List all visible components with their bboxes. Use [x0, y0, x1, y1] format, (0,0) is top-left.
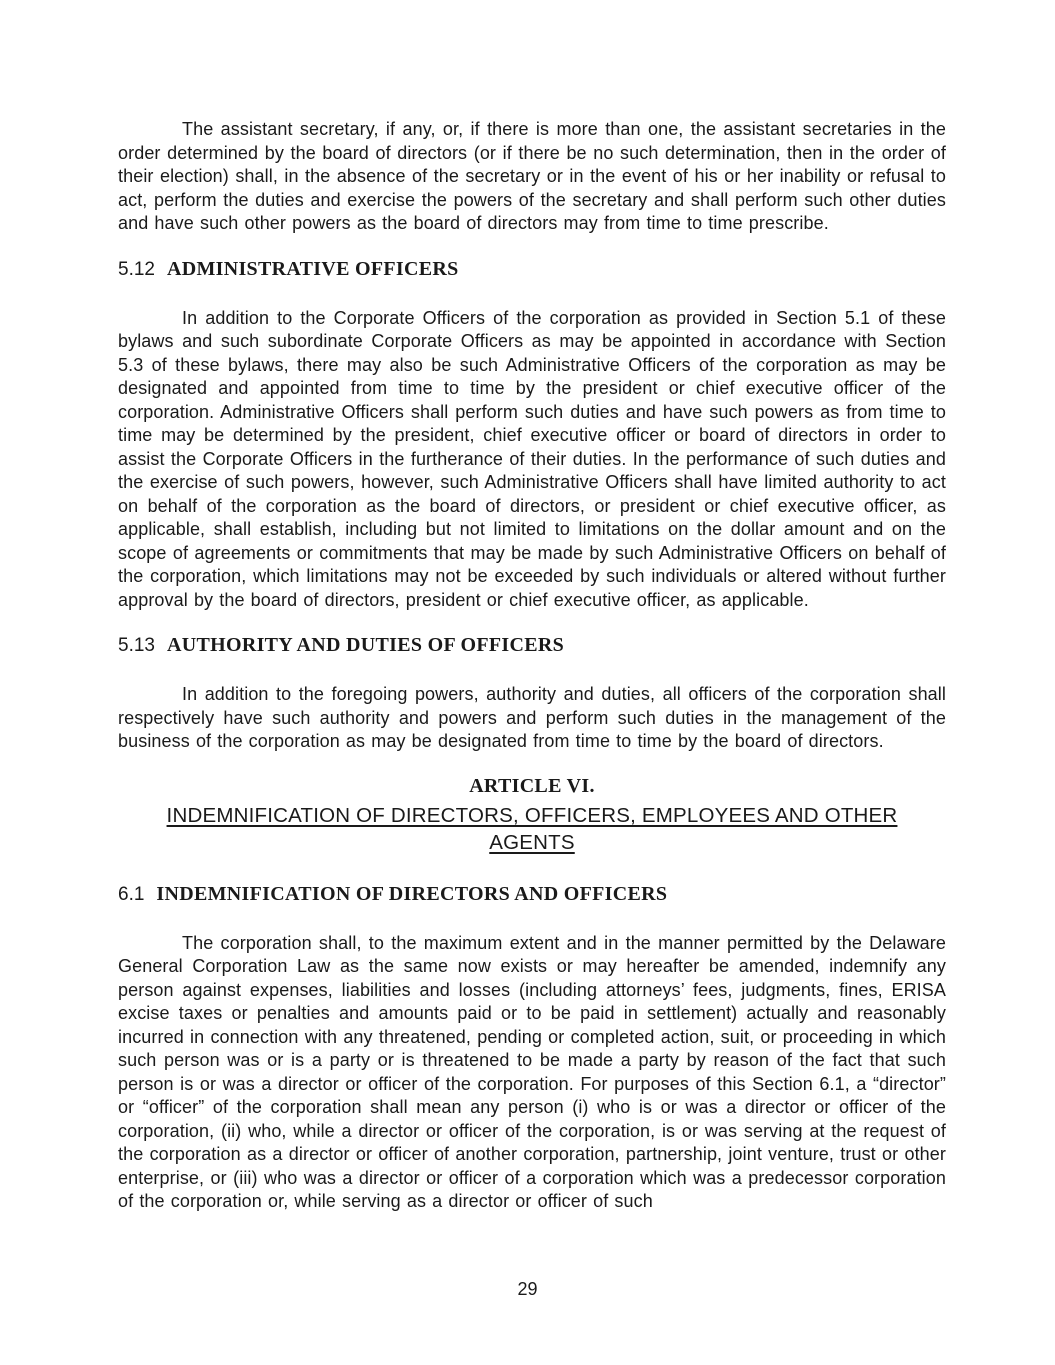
section-number-6-1: 6.1	[118, 883, 145, 905]
article-vi-subtitle: INDEMNIFICATION OF DIRECTORS, OFFICERS, EMPLOYEES AND OTHER AGENTS	[166, 803, 898, 854]
section-title-authority-duties: AUTHORITY AND DUTIES OF OFFICERS	[166, 634, 565, 656]
section-heading-5-12	[118, 257, 946, 282]
paragraph-assistant-secretary: The assistant secretary, if any, or, if there is more than one, the assistant secretaries in the order determined by the board of directors (or if there be no such determination, then in the order of their election) shall, in the absence of the secretary or in the event of his or her inability or refusal to act, perform the duties and exercise the powers of the secretary and shall perform such other duties and have such other powers as the board of directors may from time to time prescribe.	[118, 119, 946, 233]
article-vi-heading-block	[118, 774, 946, 856]
section-number-5-13: 5.13	[118, 635, 155, 656]
paragraph-authority-duties: In addition to the foregoing powers, authority and duties, all officers of the corporation shall respectively have such authority and powers and perform such duties in the management of the business of the corporation as may be designated from time to time by the board of directors.	[118, 684, 946, 751]
section-heading-6-1	[118, 882, 946, 907]
section-title-indemnification: INDEMNIFICATION OF DIRECTORS AND OFFICERS	[156, 882, 668, 905]
article-vi-title: ARTICLE VI.	[469, 774, 595, 797]
section-heading-5-13	[118, 633, 946, 658]
section-number-5-12: 5.12	[118, 258, 155, 280]
page-number: 29	[517, 1279, 538, 1299]
paragraph-administrative-officers: In addition to the Corporate Officers of the corporation as provided in Section 5.1 of these bylaws and such subordinate Corporate Officers as may be appointed in accordance with Section 5.3 of these bylaws, there may also be such Administrative Officers of the corporation as may be designated and appointed from time to time by the president or chief executive officer of the corporation. Administrative Officers shall perform such duties and have such powers as from time to time may be determined by the president, chief executive officer or board of directors in order to assist the Corporate Officers in the furtherance of their duties. In the performance of such duties and the exercise of such powers, however, such Administrative Officers shall have limited authority to act on behalf of the corporation as the board of directors, or president or chief executive officer, as applicable, shall establish, including but not limited to limitations on the dollar amount and on the scope of agreements or commitments that may be made by such Administrative Officers on behalf of the corporation, which limitations may not be exceeded by such individuals or altered without further approval by the board of directors, president or chief executive officer, as applicable.	[118, 307, 946, 610]
section-title-administrative-officers: ADMINISTRATIVE OFFICERS	[166, 257, 459, 280]
paragraph-indemnification: The corporation shall, to the maximum extent and in the manner permitted by the Delaware General Corporation Law as the same now exists or may hereafter be amended, indemnify any person against expenses, liabilities and losses (including attorneys’ fees, judgments, fines, ERISA excise taxes or penalties and amounts paid or to be paid in settlement) actually and reasonably incurred in connection with any threatened, pending or completed action, suit, or proceeding in which such person was or is a party or is threatened to be made a party by reason of the fact that such person is or was a director or officer of the corporation. For purposes of this Section 6.1, a “director” or “officer” of the corporation shall mean any person (i) who is or was a director or officer of the corporation, (ii) who, while a director or officer of the corporation, is or was serving at the request of the corporation as a director or officer of another corporation, partnership, joint venture, trust or other enterprise, or (iii) who was a director or officer of a corporation which was a predecessor corporation of the corporation or, while serving as a director or officer of such	[118, 932, 946, 1211]
